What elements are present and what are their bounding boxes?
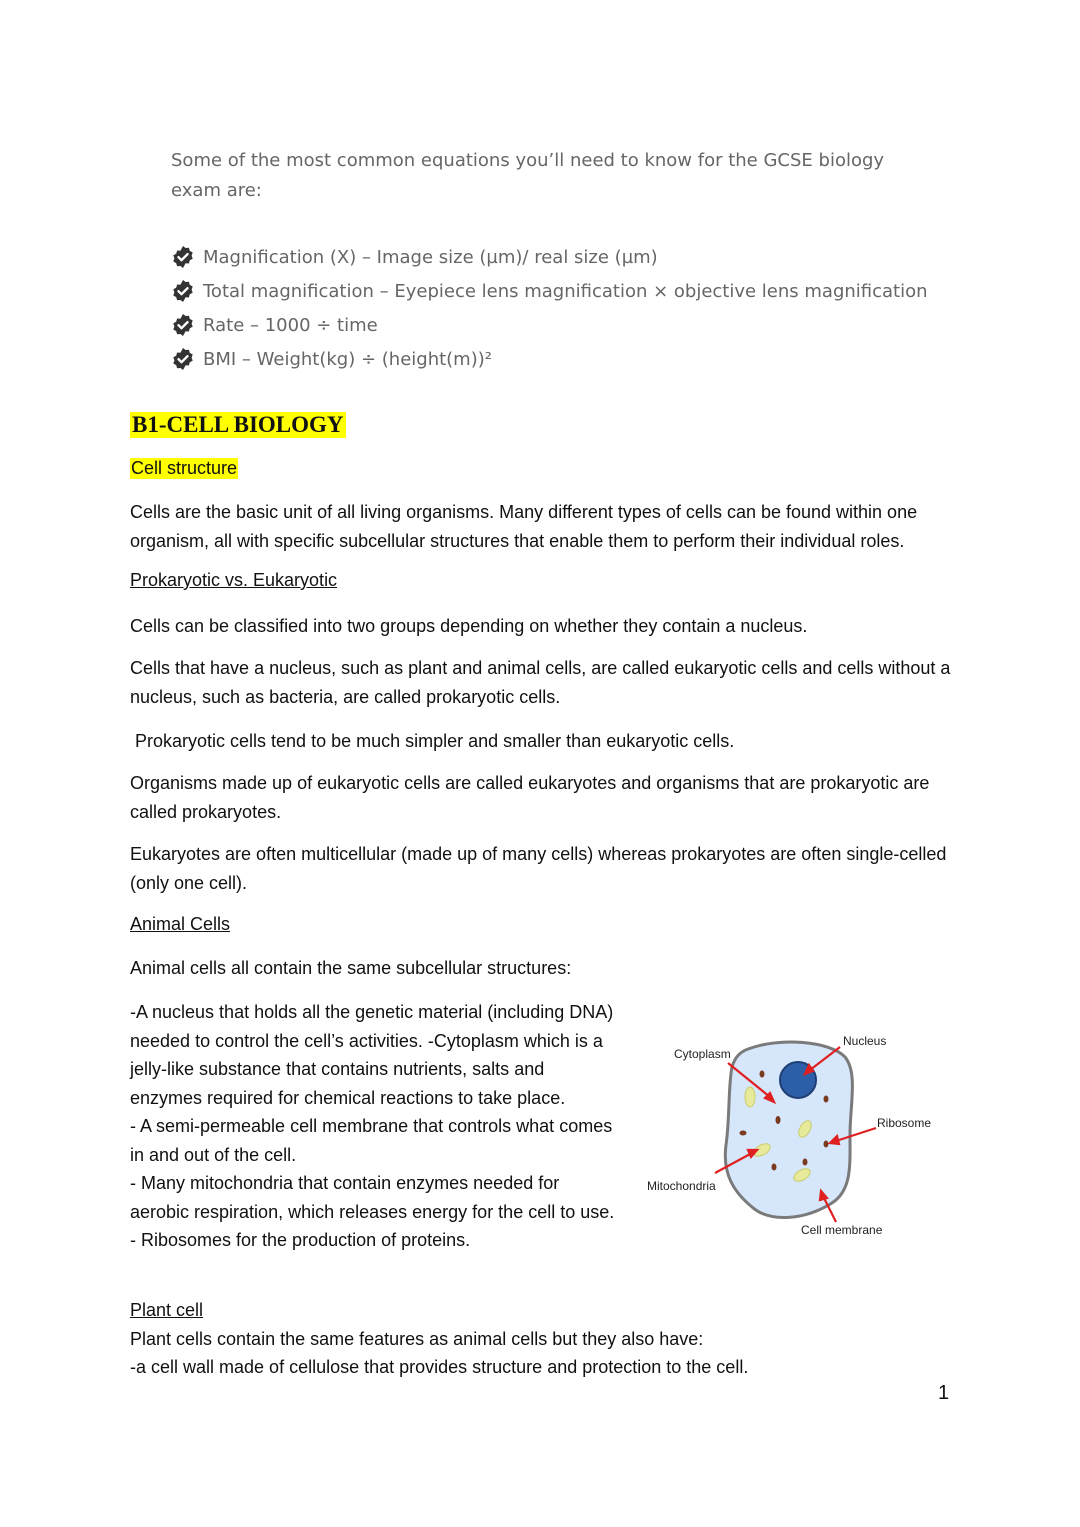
check-badge-icon (171, 347, 195, 371)
label-cell-membrane: Cell membrane (801, 1223, 883, 1237)
list-item (171, 274, 928, 308)
equation-text: Magnification (X) – Image size (µm)/ real size (µm) (203, 246, 658, 268)
list-item (171, 342, 928, 376)
ribosome-dot (824, 1141, 829, 1148)
plant-cell-line: -a cell wall made of cellulose that provides structure and protection to the cell. (130, 1357, 749, 1377)
equation-text: Total magnification – Eyepiece lens magnification × objective lens magnification (203, 280, 928, 302)
ribosome-dot (824, 1096, 829, 1103)
intro-text: Some of the most common equations you’ll need to know for the GCSE biology exam are: (171, 150, 885, 201)
plant-cell-line: Plant cells contain the same features as animal cells but they also have: (130, 1328, 704, 1349)
ribosome-dot (776, 1116, 781, 1124)
equation-list (171, 240, 928, 376)
animal-cell-diagram (640, 1025, 940, 1250)
label-cytoplasm: Cytoplasm (674, 1047, 731, 1061)
label-ribosome: Ribosome (877, 1116, 932, 1130)
heading-animal-cells: Animal Cells (130, 914, 231, 934)
plant-cell-section (130, 1296, 960, 1382)
paragraph-organisms: Organisms made up of eukaryotic cells are called eukaryotes and organisms that are prokaryotic are called prokaryotes. (130, 773, 930, 822)
check-badge-icon (171, 245, 195, 269)
animal-structures-list (130, 998, 630, 1255)
section-subtitle: Cell structure (131, 458, 238, 478)
heading-plant-cell: Plant cell (130, 1300, 204, 1320)
list-item: - Many mitochondria that contain enzymes needed for aerobic respiration, which releases energy for the cell to use. - Ribosomes for the production of proteins. (130, 1173, 630, 1250)
check-badge-icon (171, 313, 195, 337)
paragraph-nucleus: Cells that have a nucleus, such as plant and animal cells, are called eukaryotic cells and cells without a nucleus, such as bacteria, are called prokaryotic cells. (130, 658, 951, 707)
ribosome-dot (760, 1071, 765, 1078)
equation-text: Rate – 1000 ÷ time (203, 314, 378, 336)
list-item (171, 308, 928, 342)
check-badge-icon (171, 279, 195, 303)
list-item (171, 240, 928, 274)
section-title: B1-CELL BIOLOGY (132, 412, 344, 437)
paragraph-animal-structures: Animal cells all contain the same subcellular structures: (130, 958, 572, 978)
paragraph-cells-basic-unit: Cells are the basic unit of all living organisms. Many different types of cells can be found within one organism, all with specific subcellular structures that enable them to perform their individual roles. (130, 502, 918, 551)
ribosome-dot (772, 1164, 777, 1171)
page-number: 1 (938, 1382, 950, 1404)
list-item: - A semi-permeable cell membrane that controls what comes in and out of the cell. (130, 1116, 613, 1165)
paragraph-classification: Cells can be classified into two groups depending on whether they contain a nucleus. (130, 616, 808, 636)
equation-text: BMI – Weight(kg) ÷ (height(m))² (203, 348, 492, 370)
ribosome-dot (740, 1131, 747, 1136)
list-item: -A nucleus that holds all the genetic material (including DNA) needed to control the cell’s activities. -Cytoplasm which is a jelly-like substance that contains nutrients, salts and enzymes required for chemical reactions to take place. (130, 1002, 614, 1108)
paragraph-multicellular: Eukaryotes are often multicellular (made up of many cells) whereas prokaryotes are often single-celled (only one cell). (130, 844, 947, 893)
ribosome-dot (803, 1159, 808, 1166)
heading-prokaryotic-eukaryotic: Prokaryotic vs. Eukaryotic (130, 570, 338, 590)
label-mitochondria: Mitochondria (647, 1179, 716, 1193)
mitochondrion-shape (745, 1087, 755, 1107)
label-nucleus: Nucleus (843, 1034, 887, 1048)
paragraph-prokaryotic-simpler: Prokaryotic cells tend to be much simpler and smaller than eukaryotic cells. (130, 731, 735, 751)
